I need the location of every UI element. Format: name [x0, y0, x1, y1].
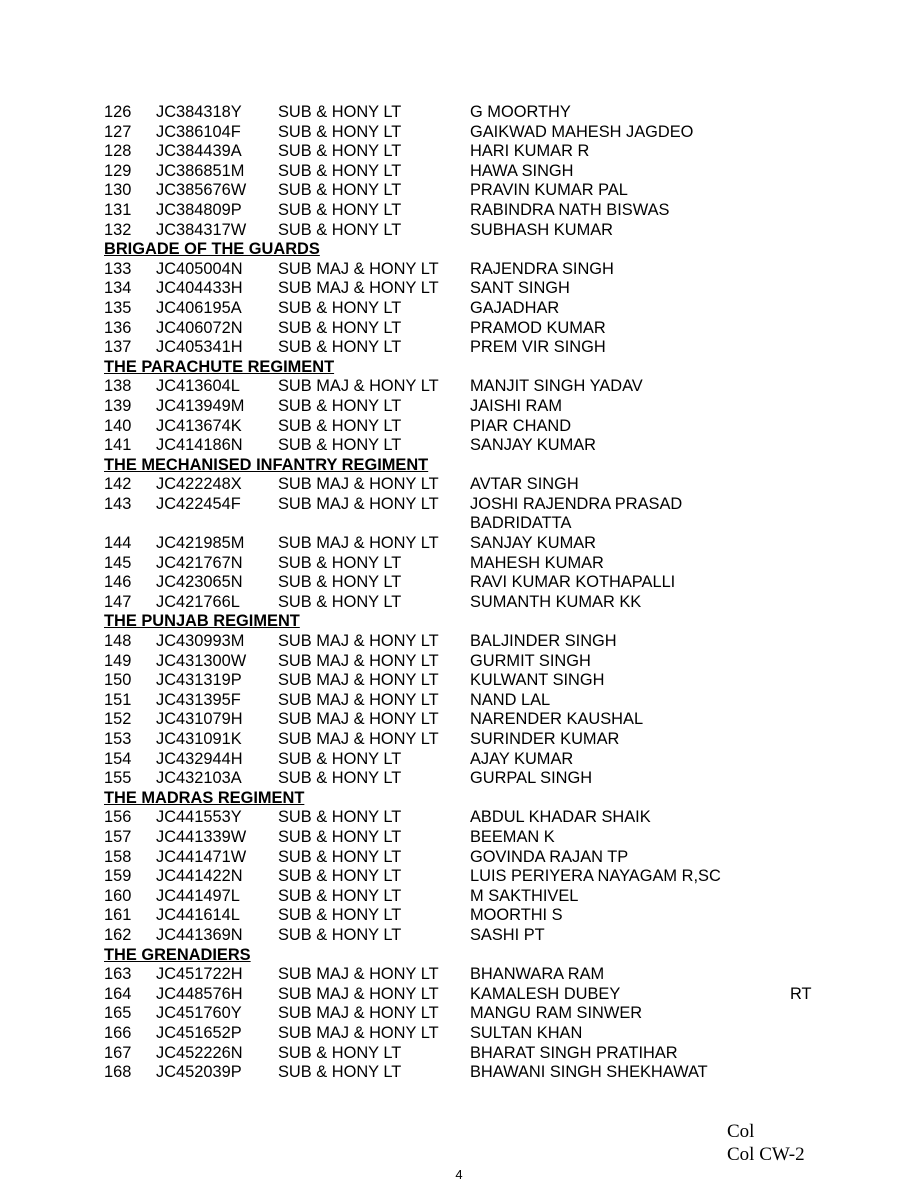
serial-number-cell: 139 [104, 396, 132, 415]
serial-number-cell: 157 [104, 827, 132, 846]
rank-cell: SUB & HONY LT [278, 867, 402, 886]
roster-row [104, 123, 820, 143]
personal-number-cell: JC413949M [156, 396, 245, 415]
personal-number-cell: JC441369N [156, 925, 243, 944]
personal-number-cell: JC405004N [156, 259, 243, 278]
serial-number-cell: 161 [104, 906, 132, 925]
personal-number-cell: JC441471W [156, 847, 247, 866]
name-cell: JOSHI RAJENDRA PRASAD [470, 494, 683, 513]
roster-row [104, 593, 820, 613]
rank-cell: SUB MAJ & HONY LT [278, 475, 439, 494]
serial-number-cell: 155 [104, 769, 132, 788]
name-cell: BEEMAN K [470, 827, 555, 846]
name-cell: BHAWANI SINGH SHEKHAWAT [470, 1063, 708, 1082]
rank-cell: SUB MAJ & HONY LT [278, 259, 439, 278]
rank-cell: SUB & HONY LT [278, 220, 402, 239]
serial-number-cell: 127 [104, 122, 132, 141]
section-heading [104, 946, 820, 966]
section-heading-text: THE PUNJAB REGIMENT [104, 612, 300, 631]
personal-number-cell: JC384439A [156, 142, 242, 161]
section-heading [104, 789, 820, 809]
personal-number-cell: JC451722H [156, 965, 243, 984]
serial-number-cell: 130 [104, 181, 132, 200]
name-cell: RABINDRA NATH BISWAS [470, 200, 670, 219]
rank-cell: SUB & HONY LT [278, 769, 402, 788]
personal-number-cell: JC441339W [156, 827, 247, 846]
roster-row [104, 808, 820, 828]
roster-row [104, 221, 820, 241]
serial-number-cell: 136 [104, 318, 132, 337]
rank-cell: SUB & HONY LT [278, 808, 402, 827]
section-heading [104, 456, 820, 476]
name-cell: HARI KUMAR R [470, 142, 590, 161]
roster-row [104, 867, 820, 887]
personal-number-cell: JC441422N [156, 867, 243, 886]
name-cell: JAISHI RAM [470, 396, 562, 415]
serial-number-cell: 135 [104, 298, 132, 317]
serial-number-cell: 145 [104, 553, 132, 572]
rank-cell: SUB MAJ & HONY LT [278, 671, 439, 690]
rank-cell: SUB MAJ & HONY LT [278, 377, 439, 396]
serial-number-cell: 148 [104, 632, 132, 651]
serial-number-cell: 131 [104, 200, 132, 219]
name-cell: SANJAY KUMAR [470, 436, 596, 455]
name-cell: PIAR CHAND [470, 416, 572, 435]
roster-row [104, 299, 820, 319]
rank-cell: SUB MAJ & HONY LT [278, 690, 439, 709]
roster-row [104, 103, 820, 123]
personal-number-cell: JC431300W [156, 651, 247, 670]
serial-number-cell: 143 [104, 494, 132, 513]
personal-number-cell: JC431395F [156, 690, 241, 709]
serial-number-cell: 149 [104, 651, 132, 670]
roster-row [104, 260, 820, 280]
roster-row [104, 965, 820, 985]
roster-row [104, 201, 820, 221]
rank-cell: SUB MAJ & HONY LT [278, 1023, 439, 1042]
name-cell: PRAVIN KUMAR PAL [470, 181, 628, 200]
serial-number-cell: 144 [104, 534, 132, 553]
name-cell: BHANWARA RAM [470, 965, 605, 984]
name-cell: MANGU RAM SINWER [470, 1004, 643, 1023]
roster-row [104, 338, 820, 358]
name-cell: BALJINDER SINGH [470, 632, 617, 651]
name-cell: SULTAN KHAN [470, 1023, 583, 1042]
personal-number-cell: JC406072N [156, 318, 243, 337]
serial-number-cell: 140 [104, 416, 132, 435]
serial-number-cell: 132 [104, 220, 132, 239]
name-cell: G MOORTHY [470, 103, 571, 121]
personal-number-cell: JC432103A [156, 769, 242, 788]
personal-number-cell: JC421766L [156, 592, 240, 611]
personal-number-cell: JC431079H [156, 710, 243, 729]
personal-number-cell: JC413674K [156, 416, 242, 435]
personal-number-cell: JC452039P [156, 1063, 242, 1082]
name-cell: SASHI PT [470, 925, 545, 944]
name-cell: BADRIDATTA [470, 514, 572, 533]
roster-row [104, 181, 820, 201]
personal-number-cell: JC422248X [156, 475, 242, 494]
roster-row [104, 710, 820, 730]
personal-number-cell: JC451760Y [156, 1004, 242, 1023]
personal-number-cell: JC421985M [156, 534, 245, 553]
name-cell: LUIS PERIYERA NAYAGAM R,SC [470, 867, 721, 886]
rank-cell: SUB MAJ & HONY LT [278, 279, 439, 298]
personal-number-cell: JC413604L [156, 377, 240, 396]
roster-row [104, 671, 820, 691]
name-cell: GAIKWAD MAHESH JAGDEO [470, 122, 694, 141]
rank-cell: SUB & HONY LT [278, 298, 402, 317]
personal-number-cell: JC406195A [156, 298, 242, 317]
serial-number-cell: 162 [104, 925, 132, 944]
name-cell: RAJENDRA SINGH [470, 259, 614, 278]
serial-number-cell: 128 [104, 142, 132, 161]
name-cell: M SAKTHIVEL [470, 886, 579, 905]
name-cell: GURMIT SINGH [470, 651, 591, 670]
name-cell: PREM VIR SINGH [470, 338, 606, 357]
roster-row [104, 730, 820, 750]
roster-row [104, 1063, 820, 1083]
personal-number-cell: JC451652P [156, 1023, 242, 1042]
roster-row [104, 573, 820, 593]
rank-cell: SUB & HONY LT [278, 573, 402, 592]
serial-number-cell: 168 [104, 1063, 132, 1082]
roster-row [104, 1004, 820, 1024]
serial-number-cell: 166 [104, 1023, 132, 1042]
serial-number-cell: 138 [104, 377, 132, 396]
rank-cell: SUB & HONY LT [278, 161, 402, 180]
personal-number-cell: JC423065N [156, 573, 243, 592]
rank-cell: SUB & HONY LT [278, 592, 402, 611]
name-continuation-row [104, 514, 820, 534]
rank-cell: SUB & HONY LT [278, 396, 402, 415]
roster-row [104, 985, 820, 1005]
serial-number-cell: 163 [104, 965, 132, 984]
rank-cell: SUB & HONY LT [278, 1043, 402, 1062]
personal-number-cell: JC441553Y [156, 808, 242, 827]
roster-row [104, 848, 820, 868]
name-cell: MANJIT SINGH YADAV [470, 377, 643, 396]
roster-row [104, 926, 820, 946]
name-cell: RAVI KUMAR KOTHAPALLI [470, 573, 676, 592]
personal-number-cell: JC414186N [156, 436, 243, 455]
serial-number-cell: 150 [104, 671, 132, 690]
rank-cell: SUB & HONY LT [278, 200, 402, 219]
serial-number-cell: 137 [104, 338, 132, 357]
serial-number-cell: 152 [104, 710, 132, 729]
name-cell: SANT SINGH [470, 279, 570, 298]
serial-number-cell: 141 [104, 436, 132, 455]
personal-number-cell: JC431091K [156, 730, 242, 748]
rank-cell: SUB & HONY LT [278, 886, 402, 905]
section-heading-text: BRIGADE OF THE GUARDS [104, 240, 320, 259]
rank-cell: SUB MAJ & HONY LT [278, 534, 439, 553]
rank-cell: SUB MAJ & HONY LT [278, 494, 439, 513]
signature-col: Col [727, 1121, 755, 1142]
rank-cell: SUB MAJ & HONY LT [278, 1004, 439, 1023]
roster-row [104, 534, 820, 554]
roster-row [104, 397, 820, 417]
rank-cell: SUB MAJ & HONY LT [278, 965, 439, 984]
personal-number-cell: JC384809P [156, 200, 242, 219]
name-cell: PRAMOD KUMAR [470, 318, 606, 337]
personal-number-cell: JC386104F [156, 122, 241, 141]
section-heading-text: THE MECHANISED INFANTRY REGIMENT [104, 455, 429, 474]
serial-number-cell: 164 [104, 984, 132, 1003]
name-cell: MAHESH KUMAR [470, 553, 604, 572]
section-heading-text: THE GRENADIERS [104, 945, 251, 964]
rank-cell: SUB & HONY LT [278, 318, 402, 337]
roster-row [104, 162, 820, 182]
name-cell: GAJADHAR [470, 298, 560, 317]
serial-number-cell: 151 [104, 690, 132, 709]
name-cell: SUBHASH KUMAR [470, 220, 613, 239]
name-cell: MOORTHI S [470, 906, 563, 925]
roster-list [104, 103, 820, 1083]
roster-row [104, 319, 820, 339]
name-cell: KAMALESH DUBEY [470, 984, 621, 1003]
section-heading-text: THE MADRAS REGIMENT [104, 788, 305, 807]
personal-number-cell: JC384317W [156, 220, 247, 239]
name-cell: SURINDER KUMAR [470, 730, 620, 748]
rank-cell: SUB & HONY LT [278, 553, 402, 572]
roster-row [104, 475, 820, 495]
personal-number-cell: JC430993M [156, 632, 245, 651]
name-cell: SANJAY KUMAR [470, 534, 596, 553]
roster-row [104, 495, 820, 515]
roster-row [104, 691, 820, 711]
serial-number-cell: 153 [104, 730, 132, 748]
name-cell: AVTAR SINGH [470, 475, 579, 494]
rank-cell: SUB & HONY LT [278, 122, 402, 141]
rank-cell: SUB & HONY LT [278, 142, 402, 161]
rank-cell: SUB MAJ & HONY LT [278, 984, 439, 1003]
roster-row [104, 1024, 820, 1044]
serial-number-cell: 134 [104, 279, 132, 298]
roster-row [104, 750, 820, 770]
roster-row [104, 436, 820, 456]
personal-number-cell: JC452226N [156, 1043, 243, 1062]
serial-number-cell: 167 [104, 1043, 132, 1062]
page-number: 4 [455, 1167, 463, 1182]
serial-number-cell: 133 [104, 259, 132, 278]
serial-number-cell: 158 [104, 847, 132, 866]
roster-row [104, 279, 820, 299]
personal-number-cell: JC448576H [156, 984, 243, 1003]
rank-cell: SUB & HONY LT [278, 103, 402, 121]
serial-number-cell: 156 [104, 808, 132, 827]
remark-cell: RT [790, 984, 812, 1003]
roster-row [104, 769, 820, 789]
name-cell: KULWANT SINGH [470, 671, 605, 690]
personal-number-cell: JC405341H [156, 338, 243, 357]
serial-number-cell: 146 [104, 573, 132, 592]
rank-cell: SUB & HONY LT [278, 181, 402, 200]
rank-cell: SUB & HONY LT [278, 416, 402, 435]
roster-row [104, 417, 820, 437]
roster-row [104, 632, 820, 652]
serial-number-cell: 129 [104, 161, 132, 180]
serial-number-cell: 159 [104, 867, 132, 886]
name-cell: SUMANTH KUMAR KK [470, 592, 642, 611]
serial-number-cell: 126 [104, 103, 132, 121]
roster-row [104, 887, 820, 907]
personal-number-cell: JC441614L [156, 906, 240, 925]
rank-cell: SUB MAJ & HONY LT [278, 710, 439, 729]
name-cell: GOVINDA RAJAN TP [470, 847, 629, 866]
personal-number-cell: JC421767N [156, 553, 243, 572]
rank-cell: SUB & HONY LT [278, 906, 402, 925]
personal-number-cell: JC432944H [156, 749, 243, 768]
serial-number-cell: 165 [104, 1004, 132, 1023]
roster-row [104, 377, 820, 397]
rank-cell: SUB MAJ & HONY LT [278, 632, 439, 651]
section-heading [104, 358, 820, 378]
rank-cell: SUB & HONY LT [278, 338, 402, 357]
rank-cell: SUB & HONY LT [278, 847, 402, 866]
roster-row [104, 828, 820, 848]
roster-row [104, 652, 820, 672]
serial-number-cell: 142 [104, 475, 132, 494]
personal-number-cell: JC441497L [156, 886, 240, 905]
section-heading-text: THE PARACHUTE REGIMENT [104, 357, 335, 376]
roster-row [104, 1044, 820, 1064]
roster-row [104, 906, 820, 926]
rank-cell: SUB & HONY LT [278, 925, 402, 944]
rank-cell: SUB & HONY LT [278, 436, 402, 455]
roster-row [104, 554, 820, 574]
personal-number-cell: JC384318Y [156, 103, 242, 121]
section-heading [104, 240, 820, 260]
roster-row [104, 142, 820, 162]
personal-number-cell: JC385676W [156, 181, 247, 200]
signature-col-cw: Col CW-2 [727, 1144, 805, 1165]
name-cell: BHARAT SINGH PRATIHAR [470, 1043, 678, 1062]
serial-number-cell: 147 [104, 592, 132, 611]
rank-cell: SUB & HONY LT [278, 749, 402, 768]
name-cell: GURPAL SINGH [470, 769, 593, 788]
personal-number-cell: JC431319P [156, 671, 242, 690]
personal-number-cell: JC386851M [156, 161, 245, 180]
serial-number-cell: 160 [104, 886, 132, 905]
name-cell: ABDUL KHADAR SHAIK [470, 808, 651, 827]
section-heading [104, 612, 820, 632]
rank-cell: SUB & HONY LT [278, 827, 402, 846]
rank-cell: SUB MAJ & HONY LT [278, 730, 439, 748]
name-cell: HAWA SINGH [470, 161, 574, 180]
rank-cell: SUB MAJ & HONY LT [278, 651, 439, 670]
personal-number-cell: JC422454F [156, 494, 241, 513]
serial-number-cell: 154 [104, 749, 132, 768]
name-cell: NAND LAL [470, 690, 551, 709]
name-cell: AJAY KUMAR [470, 749, 574, 768]
rank-cell: SUB & HONY LT [278, 1063, 402, 1082]
name-cell: NARENDER KAUSHAL [470, 710, 644, 729]
personal-number-cell: JC404433H [156, 279, 243, 298]
